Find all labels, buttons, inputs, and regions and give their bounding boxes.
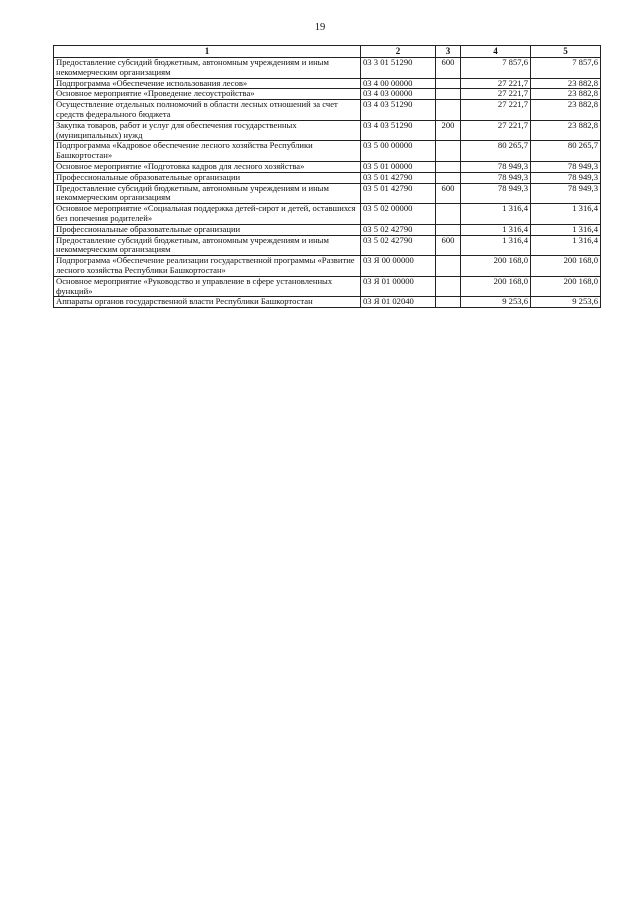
row-name: Предоставление субсидий бюджетным, автономным учреждениям и иным некоммерческим организациям bbox=[54, 58, 361, 79]
row-value-1: 27 221,7 bbox=[461, 100, 531, 121]
table-row bbox=[54, 58, 601, 79]
row-code: 03 5 02 42790 bbox=[361, 224, 436, 235]
row-code: 03 4 03 00000 bbox=[361, 89, 436, 100]
row-expense-type bbox=[436, 256, 461, 277]
table-row bbox=[54, 297, 601, 308]
row-value-2: 23 882,8 bbox=[531, 89, 601, 100]
row-expense-type bbox=[436, 276, 461, 297]
row-value-1: 78 949,3 bbox=[461, 172, 531, 183]
table-row bbox=[54, 120, 601, 141]
row-value-1: 200 168,0 bbox=[461, 256, 531, 277]
row-value-2: 200 168,0 bbox=[531, 276, 601, 297]
row-value-1: 78 949,3 bbox=[461, 161, 531, 172]
row-code: 03 4 03 51290 bbox=[361, 120, 436, 141]
row-expense-type: 600 bbox=[436, 183, 461, 204]
header-col-5: 5 bbox=[531, 46, 601, 58]
row-expense-type bbox=[436, 100, 461, 121]
row-name: Основное мероприятие «Социальная поддержка детей-сирот и детей, оставшихся без попечения родителей» bbox=[54, 204, 361, 225]
row-name: Осуществление отдельных полномочий в области лесных отношений за счет средств федерального бюджета bbox=[54, 100, 361, 121]
row-value-2: 7 857,6 bbox=[531, 58, 601, 79]
table-row bbox=[54, 141, 601, 162]
header-col-3: 3 bbox=[436, 46, 461, 58]
row-code: 03 4 00 00000 bbox=[361, 78, 436, 89]
row-name: Профессиональные образовательные организации bbox=[54, 224, 361, 235]
row-name: Предоставление субсидий бюджетным, автономным учреждениям и иным некоммерческим организациям bbox=[54, 183, 361, 204]
budget-table bbox=[53, 45, 601, 308]
row-value-2: 23 882,8 bbox=[531, 78, 601, 89]
row-code: 03 4 03 51290 bbox=[361, 100, 436, 121]
header-row bbox=[54, 46, 601, 58]
row-code: 03 3 01 51290 bbox=[361, 58, 436, 79]
row-value-1: 200 168,0 bbox=[461, 276, 531, 297]
row-code: 03 5 01 42790 bbox=[361, 172, 436, 183]
row-value-1: 27 221,7 bbox=[461, 120, 531, 141]
row-value-2: 78 949,3 bbox=[531, 172, 601, 183]
row-name: Подпрограмма «Обеспечение использования лесов» bbox=[54, 78, 361, 89]
row-expense-type bbox=[436, 78, 461, 89]
row-name: Подпрограмма «Обеспечение реализации государственной программы «Развитие лесного хозяйства Республики Башкортостан» bbox=[54, 256, 361, 277]
table-row bbox=[54, 183, 601, 204]
row-code: 03 Я 00 00000 bbox=[361, 256, 436, 277]
table-header bbox=[54, 46, 601, 58]
row-expense-type bbox=[436, 89, 461, 100]
row-value-1: 78 949,3 bbox=[461, 183, 531, 204]
page-number: 19 bbox=[314, 22, 326, 33]
table-row bbox=[54, 89, 601, 100]
row-value-2: 78 949,3 bbox=[531, 161, 601, 172]
table-row bbox=[54, 235, 601, 256]
header-col-1: 1 bbox=[54, 46, 361, 58]
row-expense-type bbox=[436, 297, 461, 308]
row-code: 03 Я 01 00000 bbox=[361, 276, 436, 297]
table-row bbox=[54, 100, 601, 121]
row-expense-type: 600 bbox=[436, 235, 461, 256]
row-code: 03 5 01 42790 bbox=[361, 183, 436, 204]
row-name: Аппараты органов государственной власти Республики Башкортостан bbox=[54, 297, 361, 308]
row-expense-type bbox=[436, 141, 461, 162]
row-value-2: 1 316,4 bbox=[531, 204, 601, 225]
table-row bbox=[54, 256, 601, 277]
row-name: Предоставление субсидий бюджетным, автономным учреждениям и иным некоммерческим организациям bbox=[54, 235, 361, 256]
table-row bbox=[54, 276, 601, 297]
row-value-1: 80 265,7 bbox=[461, 141, 531, 162]
header-col-4: 4 bbox=[461, 46, 531, 58]
row-value-2: 200 168,0 bbox=[531, 256, 601, 277]
row-name: Профессиональные образовательные организации bbox=[54, 172, 361, 183]
row-code: 03 Я 01 02040 bbox=[361, 297, 436, 308]
row-expense-type bbox=[436, 172, 461, 183]
row-name: Основное мероприятие «Руководство и управление в сфере установленных функций» bbox=[54, 276, 361, 297]
row-code: 03 5 01 00000 bbox=[361, 161, 436, 172]
row-value-2: 1 316,4 bbox=[531, 235, 601, 256]
row-value-2: 1 316,4 bbox=[531, 224, 601, 235]
row-value-1: 7 857,6 bbox=[461, 58, 531, 79]
row-value-2: 23 882,8 bbox=[531, 100, 601, 121]
table-body bbox=[54, 58, 601, 308]
row-name: Подпрограмма «Кадровое обеспечение лесного хозяйства Республики Башкортостан» bbox=[54, 141, 361, 162]
row-expense-type: 200 bbox=[436, 120, 461, 141]
table-row bbox=[54, 204, 601, 225]
row-value-1: 27 221,7 bbox=[461, 78, 531, 89]
row-name: Закупка товаров, работ и услуг для обеспечения государственных (муниципальных) нужд bbox=[54, 120, 361, 141]
row-code: 03 5 02 42790 bbox=[361, 235, 436, 256]
table-row bbox=[54, 224, 601, 235]
header-col-2: 2 bbox=[361, 46, 436, 58]
row-value-1: 1 316,4 bbox=[461, 204, 531, 225]
table-row bbox=[54, 161, 601, 172]
row-code: 03 5 00 00000 bbox=[361, 141, 436, 162]
row-value-2: 23 882,8 bbox=[531, 120, 601, 141]
row-expense-type bbox=[436, 204, 461, 225]
row-code: 03 5 02 00000 bbox=[361, 204, 436, 225]
row-expense-type bbox=[436, 224, 461, 235]
row-value-2: 9 253,6 bbox=[531, 297, 601, 308]
row-value-1: 1 316,4 bbox=[461, 224, 531, 235]
table-row bbox=[54, 78, 601, 89]
row-value-2: 80 265,7 bbox=[531, 141, 601, 162]
row-value-2: 78 949,3 bbox=[531, 183, 601, 204]
row-value-1: 1 316,4 bbox=[461, 235, 531, 256]
row-expense-type: 600 bbox=[436, 58, 461, 79]
row-value-1: 27 221,7 bbox=[461, 89, 531, 100]
row-name: Основное мероприятие «Подготовка кадров для лесного хозяйства» bbox=[54, 161, 361, 172]
table-row bbox=[54, 172, 601, 183]
row-value-1: 9 253,6 bbox=[461, 297, 531, 308]
row-expense-type bbox=[436, 161, 461, 172]
row-name: Основное мероприятие «Проведение лесоустройства» bbox=[54, 89, 361, 100]
